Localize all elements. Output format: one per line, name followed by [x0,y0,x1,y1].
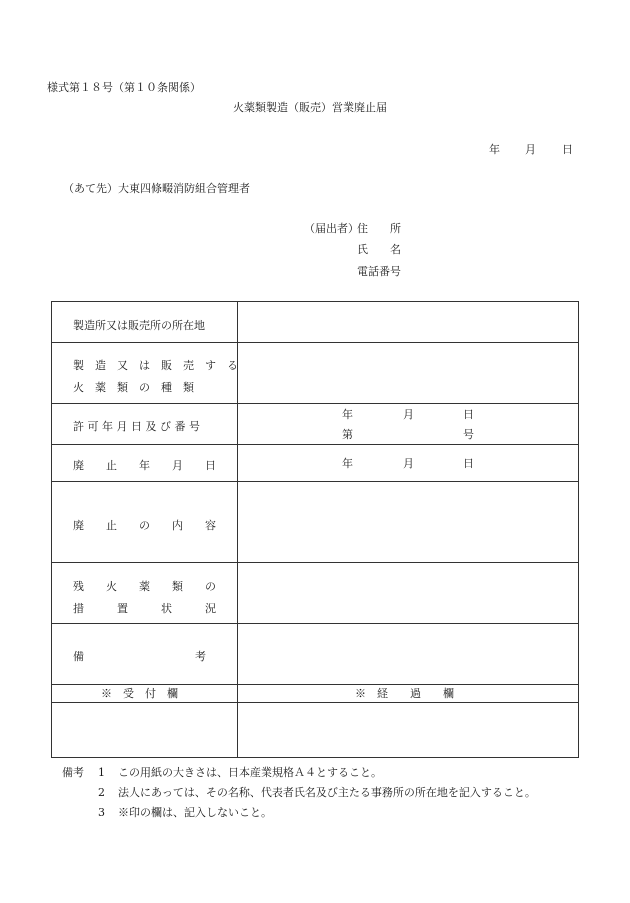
note-number: 3 [98,806,105,819]
permit-date-number-label: 許 可 年 月 日 及 び 番 号 [73,420,200,433]
date-month-label: 月 [525,143,536,156]
permit-day-label: 日 [463,408,474,421]
form-table [51,301,579,758]
explosive-type-field[interactable] [238,343,579,403]
abolition-day-label: 日 [463,457,474,470]
notifier-name-label: 氏 名 [357,243,401,256]
abolition-content-label: 廃 止 の 内 容 [73,519,216,532]
remarks-label-left: 備 [73,650,84,663]
permit-month-label: 月 [403,408,414,421]
permit-year-label: 年 [342,408,353,421]
date-day-label: 日 [562,143,573,156]
progress-column-header: ※ 経 過 欄 [355,687,454,700]
abolition-content-field[interactable] [238,482,579,562]
note-number: 1 [98,766,105,779]
row-divider [52,684,578,685]
abolition-month-label: 月 [403,457,414,470]
addressee: （あて先）大東四條畷消防組合管理者 [63,182,250,195]
remaining-explosives-field[interactable] [238,563,579,623]
notifier-phone-label: 電話番号 [357,265,401,278]
note-number: 2 [98,786,105,799]
note-text: 法人にあっては、その名称、代表者氏名及び主たる事務所の所在地を記入すること。 [118,786,536,799]
permit-go-label: 号 [463,428,474,441]
remaining-explosives-label-line2: 措 置 状 況 [73,602,216,615]
explosive-type-label-line2: 火 薬 類 の 種 類 [73,381,194,394]
progress-box [238,703,579,758]
notifier-address-label: 住 所 [357,222,401,235]
abolition-date-label: 廃 止 年 月 日 [73,459,216,472]
explosive-type-label-line1: 製 造 又 は 販 売 す る [73,359,238,372]
remaining-explosives-label-line1: 残 火 薬 類 の [73,580,216,593]
remarks-field[interactable] [238,624,579,684]
note-text: この用紙の大きさは、日本産業規格Ａ４とすること。 [118,766,382,779]
location-label: 製造所又は販売所の所在地 [73,319,205,332]
notes-heading: 備考 [62,766,84,779]
reception-column-header: ※ 受 付 欄 [101,687,178,700]
notifier-prefix: （届出者） [304,222,359,235]
permit-dai-label: 第 [342,428,353,441]
remarks-label-right: 考 [195,650,206,663]
date-year-label: 年 [489,143,500,156]
form-number: 様式第１８号（第１０条関係） [47,81,201,94]
note-text: ※印の欄は、記入しないこと。 [118,806,272,819]
row-divider [52,403,578,404]
reception-box [52,703,237,758]
document-title: 火薬類製造（販売）営業廃止届 [233,101,387,114]
location-field[interactable] [238,302,579,342]
abolition-year-label: 年 [342,457,353,470]
row-divider [52,444,578,445]
